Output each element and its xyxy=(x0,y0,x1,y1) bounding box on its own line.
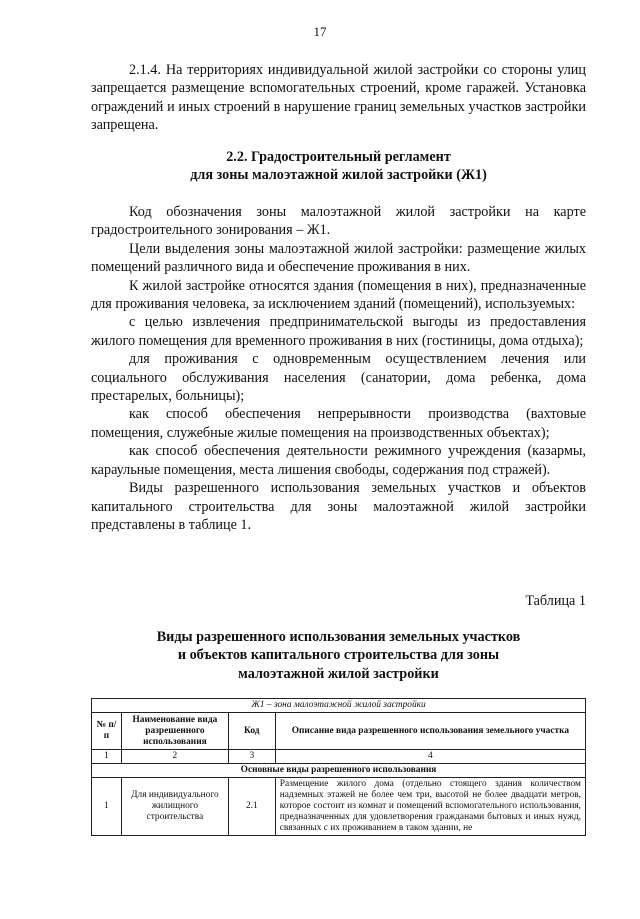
col-index: 2 xyxy=(121,750,228,764)
col-index: 4 xyxy=(275,750,585,764)
table-title-line2: и объектов капитального строительства для зоны xyxy=(177,647,500,664)
intro-text xyxy=(91,61,586,135)
table-title-line3: малоэтажной жилой застройки xyxy=(238,665,439,682)
section-heading xyxy=(91,148,586,185)
body-text xyxy=(91,203,586,534)
zone-header: Ж1 – зона малоэтажной жилой застройки xyxy=(92,699,586,713)
paragraph: К жилой застройке относятся здания (помещения в них), предназначенные для проживания человека, за исключением зданий (помещений), используемых: xyxy=(91,277,586,313)
col-header-name: Наименование вида разрешенного использования xyxy=(121,713,228,750)
section-heading-line2: для зоны малоэтажной жилой застройки (Ж1) xyxy=(190,167,487,184)
row-num: 1 xyxy=(92,778,122,836)
section-main-uses: Основные виды разрешенного использования xyxy=(92,764,586,778)
section-heading-line1: 2.2. Градостроительный регламент xyxy=(226,149,451,165)
paragraph: Код обозначения зоны малоэтажной жилой застройки на карте градостроительного зонирования – Ж1. xyxy=(91,204,586,239)
col-index: 3 xyxy=(228,750,275,764)
table-row xyxy=(92,778,586,836)
row-name: Для индивидуального жилищного строительства xyxy=(121,778,228,836)
intro-paragraph: 2.1.4. На территориях индивидуальной жилой застройки со стороны улиц запрещается размещение вспомогательных строений, кроме гаражей. Установка ограждений и иных строений в нарушение границ земельных участков застройки запрещена. xyxy=(91,62,586,134)
paragraph: с целью извлечения предпринимательской выгоды из предоставления жилого помещения для временного проживания в них (гостиницы, дома отдыха); xyxy=(91,314,586,349)
col-header-code: Код xyxy=(228,713,275,750)
row-desc: Размещение жилого дома (отдельно стоящего здания количеством надземных этажей не более чем три, высотой не более двадцати метров, которое состоит из комнат и помещений вспомогательного использования, предназначенных для удовлетворения гражданами бытовых и иных нужд, связанных с их проживанием в таком здании, не xyxy=(275,778,585,836)
paragraph: Виды разрешенного использования земельных участков и объектов капитального строительства для зоны малоэтажной жилой застройки представлены в таблице 1. xyxy=(91,480,586,533)
page-number: 17 xyxy=(313,24,327,39)
land-use-table xyxy=(91,698,586,836)
paragraph: как способ обеспечения деятельности режимного учреждения (казармы, караульные помещения, места лишения свободы, содержания под стражей). xyxy=(91,443,586,478)
paragraph: для проживания с одновременным осуществлением лечения или социального обслуживания населения (санатории, дома ребенка, дома престарелых, больницы); xyxy=(91,351,586,405)
table-label: Таблица 1 xyxy=(525,593,586,609)
paragraph: Цели выделения зоны малоэтажной жилой застройки: размещение жилых помещений различного вида и обеспечение проживания в них. xyxy=(91,240,586,276)
table-title-line1: Виды разрешенного использования земельных участков xyxy=(156,629,521,645)
table-title xyxy=(91,628,586,683)
row-code: 2.1 xyxy=(228,778,275,836)
col-index: 1 xyxy=(92,750,122,764)
col-header-desc: Описание вида разрешенного использования земельного участка xyxy=(275,713,585,750)
col-header-num: № п/п xyxy=(92,713,122,750)
paragraph: как способ обеспечения непрерывности производства (вахтовые помещения, служебные жилые помещения на производственных объектах); xyxy=(91,406,586,441)
